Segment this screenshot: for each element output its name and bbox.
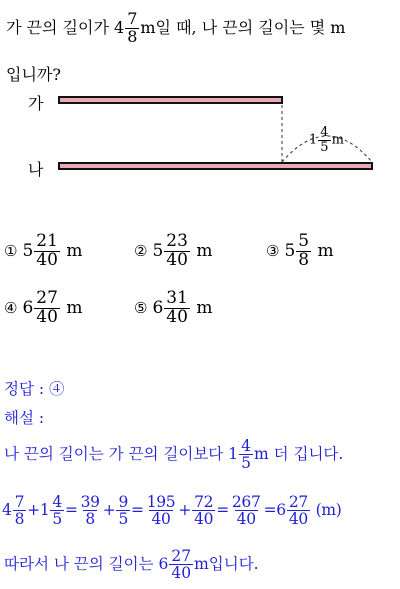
choice-mark: ① [4,241,18,260]
label-na: 나 [28,160,44,179]
choice-mark: ⑤ [134,298,148,317]
choice-mark: ④ [4,298,18,317]
eq-unit: (m) [315,500,342,519]
final-suffix: m입니다. [194,554,259,573]
choice-unit: m [196,240,213,261]
fraction-denominator: 40 [171,564,192,583]
fraction-numerator: 267 [231,493,261,511]
explanation-suffix: m 더 깁니다. [253,444,344,463]
fraction-denominator: 8 [14,510,25,529]
fraction-numerator: 4 [320,125,329,140]
choice-whole: 5 [22,240,34,261]
fraction-numerator: 4 [241,437,251,455]
explanation-line-1 [4,438,343,472]
choice-fraction [164,233,190,270]
eq-whole: 6 [276,500,286,519]
eq-fraction [230,494,263,528]
eq-operator: + [178,500,192,519]
fraction-denominator: 8 [298,249,310,270]
question-fraction [125,11,139,46]
difference-unit: m [331,132,344,148]
eq-fraction [145,494,178,528]
choice-whole: 5 [284,240,296,261]
eq-operator: = [216,500,229,519]
choice-unit: m [317,240,334,261]
choice-5[interactable] [134,290,212,327]
label-ga: 가 [28,94,44,113]
question-line-2: 입니까? [6,65,61,84]
eq-whole: 4 [2,500,12,519]
choice-fraction [296,233,311,270]
fraction-numerator: 23 [166,231,188,251]
fraction-numerator: 39 [80,493,100,511]
choice-3[interactable] [266,233,334,270]
explanation-label: 해설 : [4,409,45,427]
fraction-numerator: 27 [171,547,192,565]
final-fraction [169,548,193,582]
fraction-numerator: 9 [118,493,128,511]
choice-unit: m [66,297,83,318]
choice-fraction [34,233,60,270]
eq-fraction [116,494,130,528]
explanation-prefix: 나 끈의 길이는 가 끈의 길이보다 1 [4,444,239,463]
fraction-denominator: 40 [151,510,171,529]
fraction-denominator: 40 [166,306,188,327]
choice-whole: 6 [22,297,34,318]
fraction-denominator: 5 [52,510,62,529]
choice-unit: m [196,297,213,318]
difference-label [309,126,344,154]
fraction-numerator: 72 [194,493,214,511]
choice-unit: m [66,240,83,261]
fraction-denominator: 5 [241,454,251,473]
string-ga-bar [58,96,283,104]
choice-2[interactable] [134,233,212,270]
eq-fraction [13,494,27,528]
fraction-numerator: 5 [298,231,310,251]
fraction-denominator: 40 [194,510,214,529]
fraction-denominator: 8 [127,26,138,46]
fraction-denominator: 8 [85,510,95,529]
eq-operator: = [64,500,78,519]
fraction-numerator: 31 [166,288,188,308]
fraction-numerator: 195 [146,493,176,511]
equation-line [2,494,341,528]
choice-whole: 6 [152,297,164,318]
difference-whole: 1 [309,132,318,148]
fraction-numerator: 21 [36,231,58,251]
choice-1[interactable] [4,233,82,270]
choice-4[interactable] [4,290,82,327]
fraction-denominator: 40 [36,249,58,270]
eq-operator: = [263,500,277,519]
fraction-numerator: 7 [127,9,138,28]
explanation-fraction [239,438,253,472]
fraction-denominator: 40 [36,306,58,327]
choice-fraction [164,290,190,327]
fraction-denominator: 40 [236,510,256,529]
eq-whole: 1 [39,500,50,519]
fraction-numerator: 7 [14,493,25,511]
eq-fraction [287,494,310,528]
eq-operator: + [102,500,116,519]
eq-fraction [79,494,102,528]
answer-text: 정답 : ④ [4,380,65,398]
fraction-numerator: 27 [36,288,58,308]
fraction-numerator: 27 [288,493,308,511]
fraction-denominator: 40 [166,249,188,270]
eq-operator: + [27,500,40,519]
choice-mark: ③ [266,241,280,260]
fraction-denominator: 5 [118,510,128,529]
question-prefix: 가 끈의 길이가 4 [6,17,125,37]
question-suffix: m일 때, 나 끈의 길이는 몇 m [140,17,346,37]
final-answer-line [4,548,259,582]
choice-whole: 5 [152,240,164,261]
eq-fraction [50,494,64,528]
fraction-denominator: 40 [288,510,308,529]
difference-fraction [318,126,330,154]
fraction-denominator: 5 [320,139,329,155]
fraction-numerator: 4 [52,493,62,511]
choice-fraction [34,290,60,327]
eq-operator: = [131,500,144,519]
eq-fraction [192,494,215,528]
choice-mark: ② [134,241,148,260]
question-line-1 [6,11,345,46]
final-prefix: 따라서 나 끈의 길이는 6 [4,554,169,573]
